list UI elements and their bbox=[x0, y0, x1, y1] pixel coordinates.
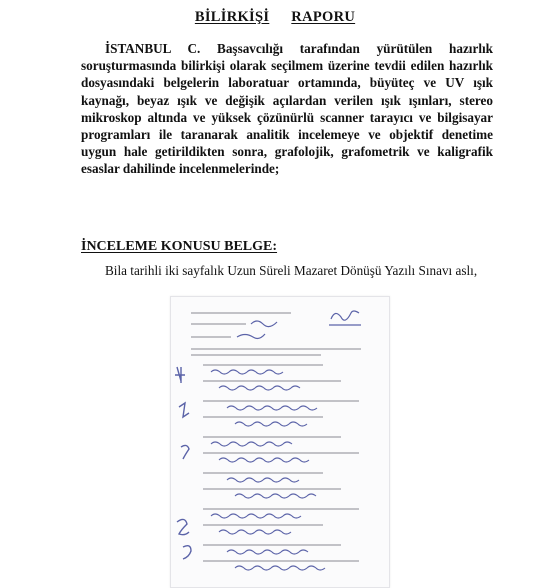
handwritten-answer bbox=[219, 458, 309, 462]
report-title bbox=[0, 9, 550, 26]
handwritten-answer bbox=[219, 530, 291, 534]
scanned-document-sketch bbox=[171, 297, 389, 587]
handwritten-answer bbox=[211, 442, 292, 446]
handwritten-answer bbox=[227, 550, 308, 554]
handwritten-answer bbox=[211, 370, 283, 374]
handwritten-answer bbox=[219, 386, 300, 390]
section-heading: İNCELEME KONUSU BELGE: bbox=[81, 239, 278, 254]
handwritten-answer bbox=[227, 478, 299, 482]
handwritten-answer bbox=[227, 406, 317, 410]
report-title-word-2: RAPORU bbox=[291, 9, 356, 25]
handwritten-answer bbox=[235, 422, 307, 426]
document-description: Bila tarihli iki sayfalık Uzun Süreli Mazaret Dönüşü Yazılı Sınavı aslı, bbox=[105, 263, 478, 278]
scanned-exam-document-image bbox=[170, 296, 390, 588]
handwritten-answer bbox=[235, 494, 316, 498]
handwritten-answer bbox=[211, 514, 301, 518]
handwritten-answer bbox=[235, 566, 325, 570]
report-title-word-1: BİLİRKİŞİ bbox=[194, 9, 270, 25]
intro-paragraph: İSTANBUL C. Başsavcılığı tarafından yürütülen hazırlık soruşturmasında bilirkişi olarak seçilmem üzerine tevdii edilen hazırlık dosyasındaki belgelerin laboratuar ortamında, büyüteç ve UV ışık kaynağı, beyaz ışık ve değişik açılardan verilen ışık ışınları, stereo mikroskop altında ve yüksek çözünürlü scanner tarayıcı ve bilgisayar programları ile taranarak analitik incelemeye ve objektif denetime uygun hale getirildikten sonra, grafolojik, grafometrik ve kaligrafik esaslar dahilinde incelenmelerinde; bbox=[81, 41, 493, 177]
